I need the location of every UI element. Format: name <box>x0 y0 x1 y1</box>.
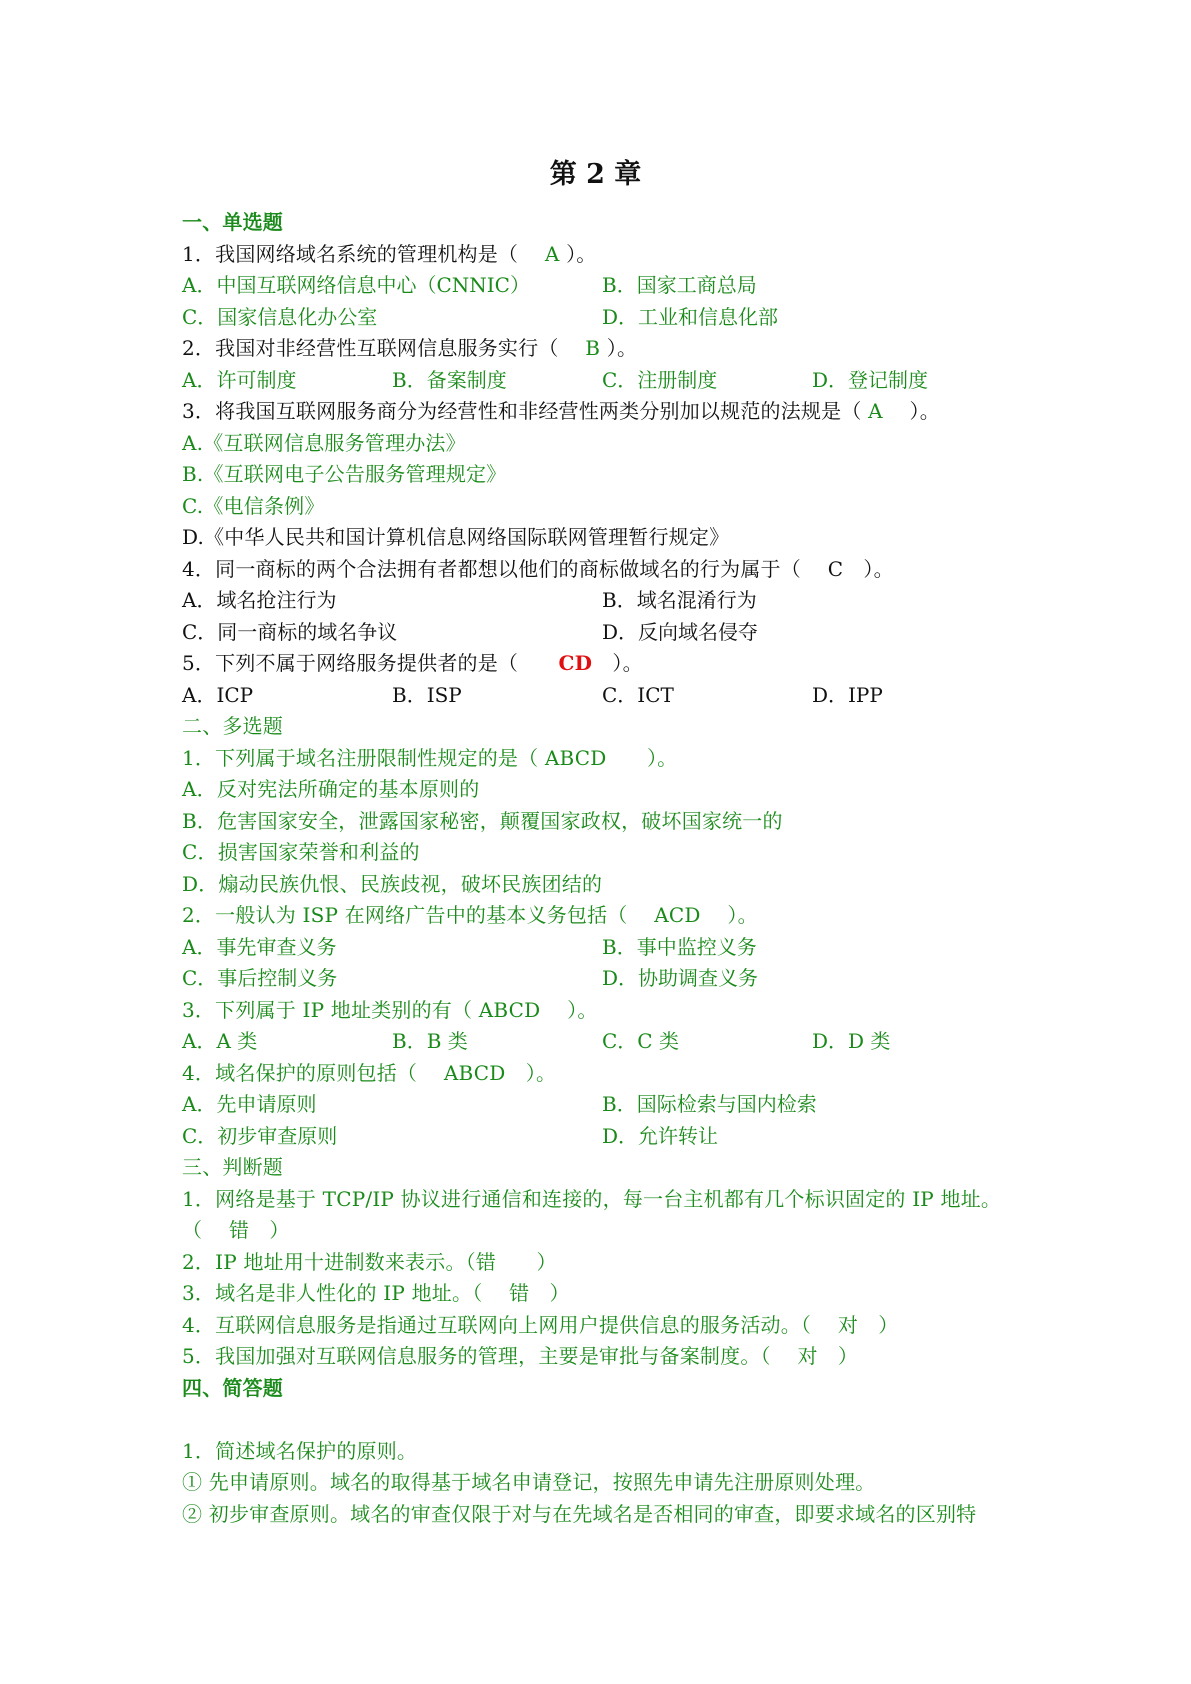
option: C．C 类 <box>602 1029 679 1053</box>
judgment-line: 4．互联网信息服务是指通过互联网向上网用户提供信息的服务活动。（ 对 ） <box>182 1312 899 1337</box>
question-s2-q1: 1．下列属于域名注册限制性规定的是（ ABCD ）。 <box>182 745 678 770</box>
option: C．初步审查原则 <box>182 1123 338 1148</box>
option: A．许可制度 <box>182 367 297 392</box>
answer: C <box>827 556 844 581</box>
option: D.《中华人民共和国计算机信息网络国际联网管理暂行规定》 <box>182 525 730 549</box>
option: D．IPP <box>812 682 883 707</box>
options-s2-q3 <box>182 1026 1022 1058</box>
section-heading-short-answer: 四、简答题 <box>182 1375 283 1400</box>
section-heading-single-choice: 一、单选题 <box>182 210 283 234</box>
option: A.《互联网信息服务管理办法》 <box>182 430 466 455</box>
section-heading-true-false: 三、判断题 <box>182 1155 283 1179</box>
answer: A <box>868 399 883 423</box>
option: B．B 类 <box>392 1029 468 1053</box>
answer: B <box>585 336 601 360</box>
section-heading-multiple-choice: 二、多选题 <box>182 714 283 738</box>
question-s1-q5: 5．下列不属于网络服务提供者的是（ CD ）。 <box>182 651 643 675</box>
options-s1-q4 <box>182 585 1022 617</box>
option: A．先申请原则 <box>182 1092 317 1116</box>
short-answer-line: ① 先申请原则。域名的取得基于域名申请登记，按照先申请先注册原则处理。 <box>182 1470 876 1494</box>
option: A．反对宪法所确定的基本原则的 <box>182 777 480 801</box>
judgment-line: 3．域名是非人性化的 IP 地址。（ 错 ） <box>182 1281 570 1305</box>
option: D．允许转让 <box>602 1123 719 1148</box>
options-s1-q1 <box>182 302 1022 334</box>
options-s2-q4 <box>182 1089 1022 1121</box>
question-s1-q4: 4．同一商标的两个合法拥有者都想以他们的商标做域名的行为属于（ C ）。 <box>182 556 894 581</box>
options-s1-q1 <box>182 270 1022 302</box>
options-s1-q4 <box>182 617 1022 649</box>
answer: ABCD <box>478 997 541 1022</box>
answer: A <box>544 241 560 266</box>
option: A．中国互联网络信息中心（CNNIC） <box>182 273 530 297</box>
judgment-line: 1．网络是基于 TCP/IP 协议进行通信和连接的，每一台主机都有几个标识固定的 IP 地址。 <box>182 1186 1002 1211</box>
answer: ABCD <box>443 1060 506 1085</box>
question-s1-q1: 1．我国网络域名系统的管理机构是（ A ）。 <box>182 241 597 266</box>
judgment-line: （ 错 ） <box>182 1218 290 1242</box>
option: C．损害国家荣誉和利益的 <box>182 840 420 864</box>
answer: ACD <box>654 903 701 927</box>
options-s2-q2 <box>182 932 1022 964</box>
option: B.《互联网电子公告服务管理规定》 <box>182 462 507 486</box>
document-body <box>182 207 1022 1530</box>
option: B．域名混淆行为 <box>602 588 757 612</box>
options-s2-q2 <box>182 963 1022 995</box>
answer: CD <box>558 651 593 675</box>
option: A．域名抢注行为 <box>182 588 337 612</box>
question-s1-q3: 3．将我国互联网服务商分为经营性和非经营性两类分别加以规范的法规是（ A ）。 <box>182 399 940 423</box>
option: D．登记制度 <box>812 367 929 392</box>
answer: ABCD <box>544 745 607 770</box>
option: B．备案制度 <box>392 367 507 392</box>
judgment-line: 2．IP 地址用十进制数来表示。（错 ） <box>182 1249 557 1274</box>
option: C．ICT <box>602 682 674 707</box>
spacer <box>182 1404 1022 1436</box>
short-answer-line: 1．简述域名保护的原则。 <box>182 1438 418 1463</box>
option: C．事后控制义务 <box>182 966 338 990</box>
option: B．ISP <box>392 682 462 707</box>
question-s2-q2: 2．一般认为 ISP 在网络广告中的基本义务包括（ ACD ）。 <box>182 903 758 927</box>
option: D．D 类 <box>812 1029 891 1053</box>
option: B．危害国家安全，泄露国家秘密，颠覆国家政权，破坏国家统一的 <box>182 808 783 833</box>
option: D．工业和信息化部 <box>602 304 779 329</box>
option: A．事先审查义务 <box>182 934 337 959</box>
question-s1-q2: 2．我国对非经营性互联网信息服务实行（ B ）。 <box>182 336 638 360</box>
question-s2-q3: 3．下列属于 IP 地址类别的有（ ABCD ）。 <box>182 997 598 1022</box>
judgment-line: 5．我国加强对互联网信息服务的管理，主要是审批与备案制度。（ 对 ） <box>182 1344 859 1368</box>
options-s1-q5 <box>182 680 1022 712</box>
option: B．国际检索与国内检索 <box>602 1092 817 1116</box>
option: C．注册制度 <box>602 367 718 392</box>
option: C．国家信息化办公室 <box>182 304 378 329</box>
question-s2-q4: 4．域名保护的原则包括（ ABCD ）。 <box>182 1060 557 1085</box>
option: C.《电信条例》 <box>182 493 325 518</box>
options-s2-q4 <box>182 1121 1022 1153</box>
option: D．煽动民族仇恨、民族歧视，破坏民族团结的 <box>182 871 603 896</box>
chapter-title: 第 2 章 <box>549 159 642 190</box>
short-answer-line: ② 初步审查原则。域名的审查仅限于对与在先域名是否相同的审查，即要求域名的区别特 <box>182 1501 977 1526</box>
option: B．事中监控义务 <box>602 934 757 959</box>
option: C．同一商标的域名争议 <box>182 619 398 644</box>
options-s1-q2 <box>182 365 1022 397</box>
option: D．协助调查义务 <box>602 966 759 990</box>
option: A．A 类 <box>182 1029 258 1053</box>
option: A．ICP <box>182 682 254 707</box>
option: B．国家工商总局 <box>602 273 757 297</box>
option: D．反向域名侵夺 <box>602 619 759 644</box>
